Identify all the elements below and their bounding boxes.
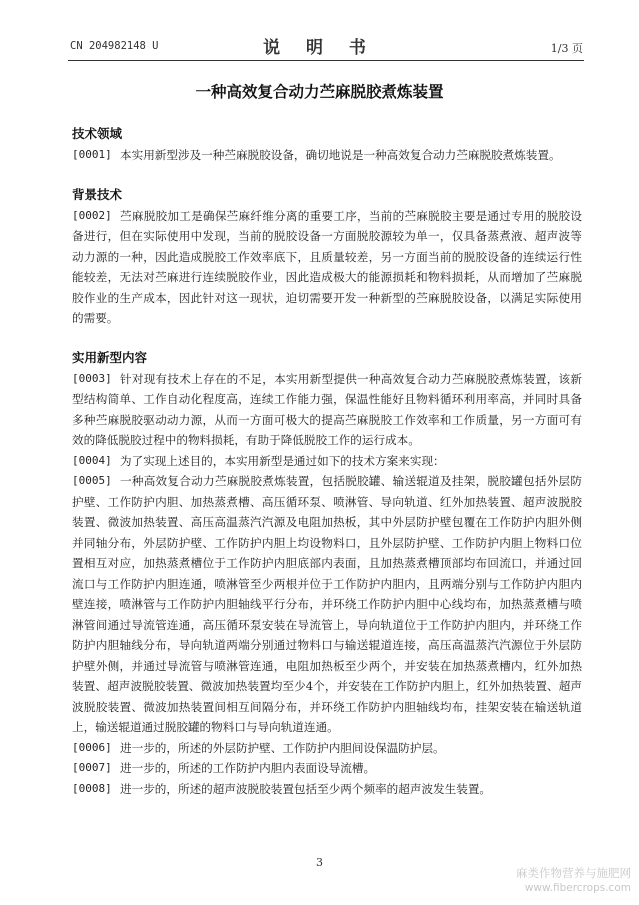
paragraph-number: [0008] (72, 781, 112, 795)
paragraph-0003 (72, 369, 582, 451)
section-heading-background: 背景技术 (72, 186, 123, 202)
paragraph-text: 苎麻脱胶加工是确保苎麻纤维分离的重要工序，当前的苎麻脱胶主要是通过专用的脱胶设备进行，但在实际使用中发现，当前的脱胶设备一方面脱胶源较为单一，仅具备蒸煮液、超声波等动力源的一种，因此造成脱胶工作效率底下，且质量较差，另一方面当前的脱胶设备的连续运行性能较差，无法对苎麻进行连续脱胶作业，因此造成极大的能源损耗和物料损耗，从而增加了苎麻脱胶作业的生产成本，因此针对这一现状，迫切需要开发一种新型的苎麻脱胶设备，以满足实际使用的需要。 (72, 208, 582, 325)
paragraph-0006 (72, 738, 582, 759)
paragraph-0005 (72, 471, 582, 738)
paragraph-number: [0006] (72, 740, 112, 754)
paragraph-number: [0001] (72, 148, 112, 161)
paragraph-text: 本实用新型涉及一种苎麻脱胶设备，确切地说是一种高效复合动力苎麻脱胶煮炼装置。 (120, 148, 561, 162)
paragraph-0008 (72, 779, 582, 800)
header-divider (68, 60, 584, 61)
paragraph-text: 进一步的，所述的工作防护内胆内表面设导流槽。 (120, 761, 376, 775)
paragraph-0001 (72, 145, 582, 166)
page-number: 3 (316, 856, 323, 869)
doc-type: 说 明 书 (263, 38, 376, 58)
paragraph-text: 一种高效复合动力苎麻脱胶煮炼装置，包括脱胶罐、输送辊道及挂架，脱胶罐包括外层防护壁、工作防护内胆、加热蒸煮槽、高压循环泵、喷淋管、导向轨道、红外加热装置、超声波脱胶装置、微波加热装置、高压高温蒸汽汽源及电阻加热板，其中外层防护壁包覆在工作防护内胆外侧并同轴分布，外层防护壁、工作防护内胆上均设物料口，且外层防护壁、工作防护内胆上物料口位置相互对应，加热蒸煮槽位于工作防护内胆底部内表面，且加热蒸煮槽顶部均布回流口，并通过回流口与工作防护内胆连通，喷淋管至少两根并位于工作防护内胆内，且两端分别与工作防护内胆内壁连接，喷淋管与工作防护内胆轴线平行分布，并环绕工作防护内胆中心线均布，加热蒸煮槽与喷淋管间通过导流管连通，高压循环泵安装在导流管上，导向轨道位于工作防护内胆内，并环绕工作防护内胆轴线分布，导向轨道两端分别通过物料口与输送辊道连接，高压高温蒸汽汽源位于外层防护壁外侧，并通过导流管与喷淋管连通，电阻加热板至少两个，并安装在加热蒸煮槽内，红外加热装置、超声波脱胶装置、微波加热装置均至少4个，并安装在工作防护内胆上，红外加热装置、超声波脱胶装置、微波加热装置间相互间隔分布，并环绕工作防护内胆轴线均布，挂架安装在输送轨道上，输送辊道通过脱胶罐的物料口与导向轨道连通。 (72, 474, 582, 734)
paragraph-number: [0003] (72, 371, 112, 385)
watermark-site-name: 麻类作物营养与施肥网 (516, 866, 631, 880)
section-heading-tech-field: 技术领域 (72, 126, 123, 141)
page-info: 1/3 页 (550, 42, 583, 55)
section-heading-content: 实用新型内容 (72, 349, 148, 365)
paragraph-number: [0004] (72, 453, 112, 467)
paragraph-text: 进一步的，所述的外层防护壁、工作防护内胆间设保温防护层。 (120, 740, 445, 755)
paragraph-0004 (72, 451, 582, 472)
paragraph-0002 (72, 206, 582, 329)
document-title: 一种高效复合动力苎麻脱胶煮炼装置 (195, 83, 444, 101)
paragraph-text: 为了实现上述目的，本实用新型是通过如下的技术方案来实现： (120, 453, 445, 468)
paragraph-number: [0002] (72, 208, 112, 222)
site-watermark (516, 866, 631, 896)
paragraph-number: [0007] (72, 761, 112, 774)
paragraph-number: [0005] (72, 474, 112, 487)
document-body (72, 123, 582, 799)
doc-number: CN 204982148 U (70, 40, 159, 52)
paragraph-text: 针对现有技术上存在的不足，本实用新型提供一种高效复合动力苎麻脱胶煮炼装置，该新型结构简单、工作自动化程度高，连续工作能力强，保温性能好且物料循环利用率高，并同时具备多种苎麻脱胶驱动动力源，从而一方面可极大的提高苎麻脱胶工作效率和工作质量，另一方面可有效的降低脱胶过程中的物料损耗，有助于降低脱胶工作的运行成本。 (72, 371, 582, 447)
watermark-site-url: www.fibercrops.com (524, 882, 631, 894)
paragraph-text: 进一步的，所述的超声波脱胶装置包括至少两个频率的超声波发生装置。 (120, 781, 492, 796)
paragraph-0007 (72, 758, 582, 779)
